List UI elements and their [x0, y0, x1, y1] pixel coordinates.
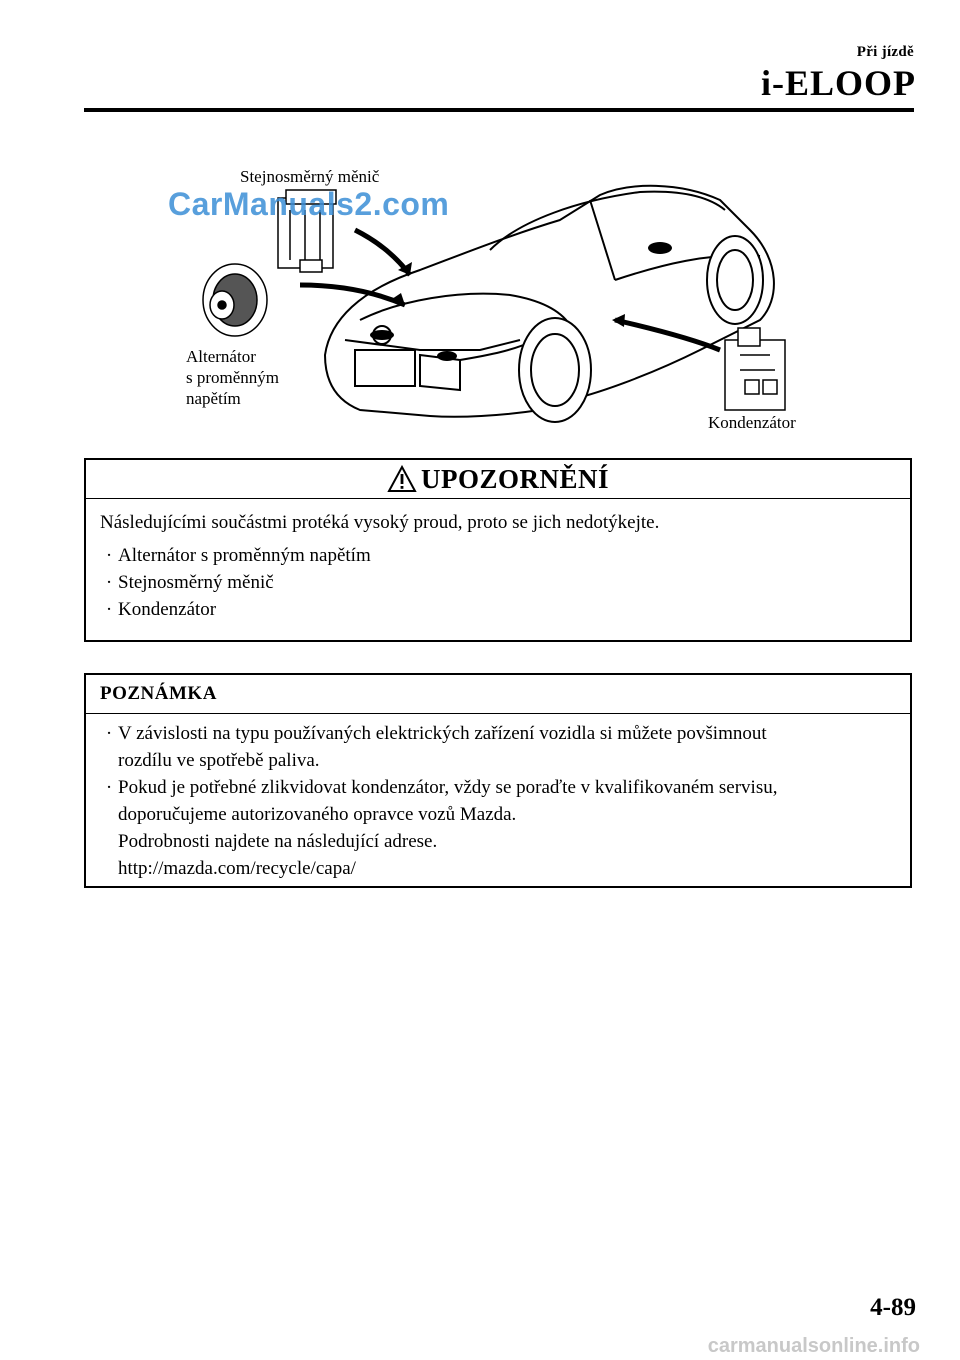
header-rule — [84, 108, 914, 112]
footer-watermark: carmanualsonline.info — [707, 1335, 920, 1357]
label-alternator: Alternátor s proměnným napětím — [186, 347, 280, 408]
caution-header — [86, 460, 910, 499]
note-header — [86, 675, 910, 714]
note-body — [86, 714, 910, 882]
list-item: · Kondenzátor — [105, 599, 217, 620]
caution-title: UPOZORNĚNÍ — [420, 463, 609, 494]
label-capacitor: Kondenzátor — [708, 413, 796, 432]
caution-intro: Následujícími součástmi protéká vysoký proud, proto se jich nedotýkejte. — [100, 512, 660, 533]
watermark: CarManuals2.com — [168, 186, 450, 222]
header-section: Při jízdě — [856, 44, 914, 60]
page-number: 4-89 — [870, 1294, 916, 1321]
recycle-link[interactable]: http://mazda.com/recycle/capa/ — [118, 858, 356, 879]
list-item: · Pokud je potřebné zlikvidovat kondenzátor, vždy se poraďte v kvalifikovaném servisu, doporučujeme autorizovaného opravce vozů Mazda. Podrobnosti najdete na následující adrese. http://mazda.com/recycle/capa/ — [100, 774, 896, 882]
caution-body — [86, 499, 910, 623]
list-item: · Stejnosměrný měnič — [105, 572, 274, 593]
header-title: i-ELOOP — [760, 63, 916, 103]
label-dc-converter: Stejnosměrný měnič — [240, 167, 380, 186]
note-title: POZNÁMKA — [100, 683, 217, 704]
note-box — [84, 673, 912, 888]
list-item: · Alternátor s proměnným napětím — [105, 545, 371, 566]
warning-icon — [387, 465, 417, 493]
caution-box — [84, 458, 912, 642]
list-item: · V závislosti na typu používaných elektrických zařízení vozidla si můžete povšimnout rozdílu ve spotřebě paliva. — [105, 723, 767, 771]
